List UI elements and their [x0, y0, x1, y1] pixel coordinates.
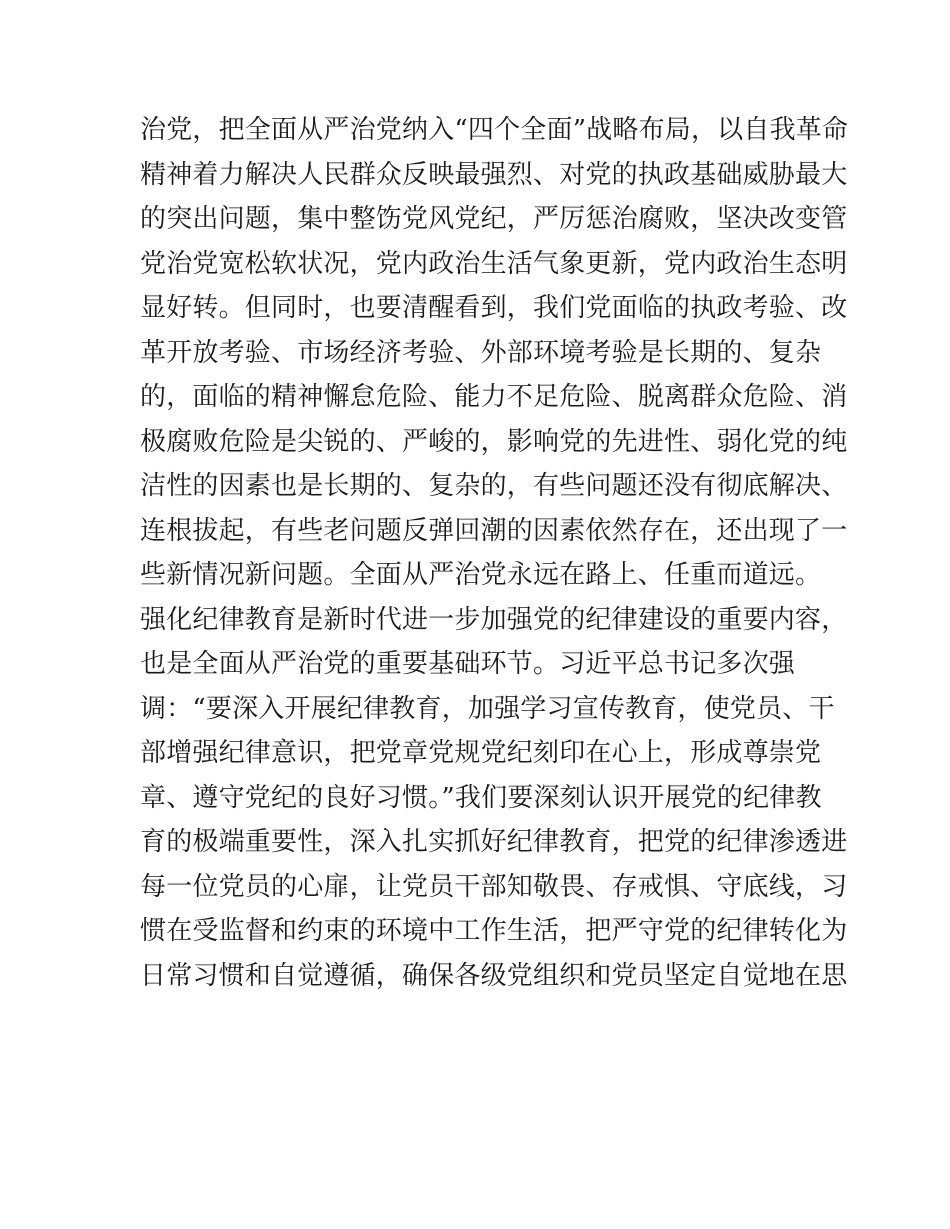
text-line: 章、遵守党纪的良好习惯。”我们要深刻认识开展党的纪律教 — [140, 782, 822, 813]
text-line: 的，面临的精神懈怠危险、能力不足危险、脱离群众危险、消 — [140, 382, 848, 412]
text-line: 日常习惯和自觉遵循，确保各级党组织和党员坚定自觉地在思 — [140, 960, 848, 991]
text-line: 的突出问题，集中整饬党风党纪，严厉惩治腐败，坚决改变管 — [140, 204, 848, 234]
text-line: 惯在受监督和约束的环境中工作生活，把严守党的纪律转化为 — [140, 916, 848, 946]
text-line: 调：“要深入开展纪律教育，加强学习宣传教育，使党员、干 — [140, 693, 835, 724]
text-line: 洁性的因素也是长期的、复杂的，有些问题还没有彻底解决、 — [140, 471, 848, 501]
text-line: 显好转。但同时，也要清醒看到，我们党面临的执政考验、改 — [140, 293, 848, 323]
text-line: 极腐败危险是尖锐的、严峻的，影响党的先进性、弱化党的纯 — [140, 426, 848, 457]
text-line: 也是全面从严治党的重要基础环节。习近平总书记多次强 — [140, 649, 796, 679]
text-line: 连根拔起，有些老问题反弹回潮的因素依然存在，还出现了一 — [140, 515, 848, 546]
text-line: 部增强纪律意识，把党章党规党纪刻印在心上，形成尊崇党 — [140, 738, 822, 768]
text-line: 党治党宽松软状况，党内政治生活气象更新，党内政治生态明 — [140, 248, 848, 279]
text-line: 革开放考验、市场经济考验、外部环境考验是长期的、复杂 — [140, 337, 822, 368]
text-line: 强化纪律教育是新时代进一步加强党的纪律建设的重要内容， — [140, 604, 848, 635]
text-line: 育的极端重要性，深入扎实抓好纪律教育，把党的纪律渗透进 — [140, 827, 848, 857]
text-line: 每一位党员的心扉，让党员干部知敬畏、存戒惧、守底线，习 — [140, 871, 848, 902]
text-line: 治党，把全面从严治党纳入“四个全面”战略布局，以自我革命 — [140, 115, 849, 145]
text-line: 精神着力解决人民群众反映最强烈、对党的执政基础威胁最大 — [140, 159, 848, 190]
body-text — [140, 108, 849, 998]
text-line: 些新情况新问题。全面从严治党永远在路上、任重而道远。 — [140, 560, 822, 590]
